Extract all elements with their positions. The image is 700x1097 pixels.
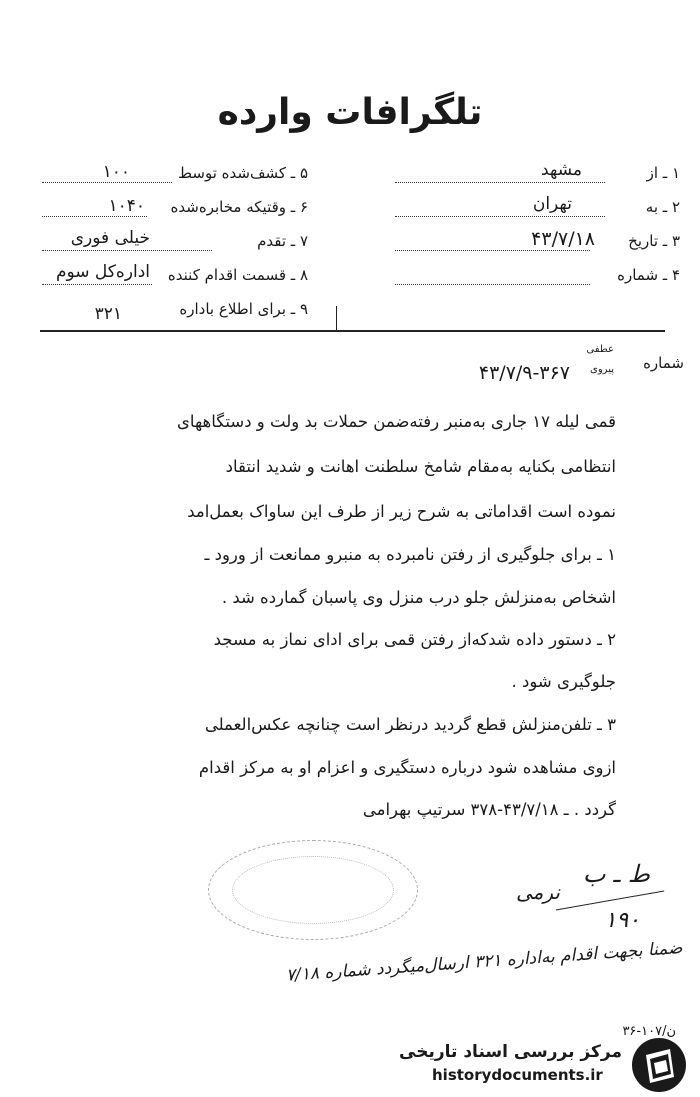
field-from-value: مشهد: [540, 160, 582, 180]
horizontal-rule: [40, 330, 665, 332]
body-line: نموده است اقداماتی به شرح زیر از طرف این ساواک بعمل‌امد: [187, 502, 616, 521]
dotted-line: [395, 216, 605, 217]
body-line: ۱ ـ برای جلوگیری از رفتن نامبرده به منبرو ممانعت از ورود ـ: [204, 545, 616, 564]
field-decoded-by-value: ۱۰۰: [102, 162, 130, 182]
logo-url: historydocuments.ir: [432, 1066, 603, 1084]
body-line: ازوی مشاهده شود درباره دستگیری و اعزام او به مرکز اقدام: [198, 758, 616, 777]
number-label: شماره: [643, 354, 684, 372]
archive-code: ن/۱۰۷-۳۶: [622, 1024, 676, 1039]
dotted-line: [395, 250, 590, 251]
body-line: گردد . ـ ۴۳/۷/۱۸-۳۷۸ سرتیپ بهرامی: [362, 800, 616, 819]
body-line: جلوگیری شود .: [511, 672, 616, 691]
field-number-label: ۴ ـ شماره: [617, 266, 680, 284]
logo-name: مرکز بررسی اسناد تاریخی: [399, 1042, 622, 1062]
faded-stamp-inner: [232, 856, 394, 924]
field-action-dept-label: ۸ ـ قسمت اقدام کننده: [167, 266, 308, 284]
dotted-line: [42, 250, 212, 251]
field-date-value: ۴۳/۷/۱۸: [531, 228, 595, 250]
body-line: انتظامی بکنایه به‌مقام شامخ سلطنت اهانت و شدید انتقاد: [225, 457, 616, 476]
field-to-label: ۲ ـ به: [645, 198, 680, 216]
field-info-value: ۳۲۱: [94, 304, 122, 324]
number-annotation-bottom: پیروی: [590, 364, 614, 375]
field-priority-label: ۷ ـ تقدم: [257, 232, 308, 250]
field-transmitted-value: ۱۰۴۰: [108, 196, 145, 216]
archive-logo-icon: [630, 1036, 688, 1094]
handwritten-code: ط ـ ب: [582, 860, 650, 888]
handwritten-initials: نرمی: [516, 880, 560, 904]
number-annotation-top: عطفی: [586, 344, 614, 355]
handwritten-note: ضمنا بجهت اقدام به‌اداره ۳۲۱ ارسال‌میگردد شماره ۷/۱۸: [284, 938, 683, 986]
dotted-line: [395, 182, 605, 183]
body-line: ۲ ـ دستور داده شدکه‌از رفتن قمی برای ادای نماز به مسجد: [213, 630, 616, 649]
body-line: ۳ ـ تلفن‌منزلش قطع گردید درنظر است چنانچه عکس‌العملی: [204, 715, 616, 734]
field-action-dept-value: اداره‌کل سوم: [55, 262, 150, 282]
field-info-label: ۹ ـ برای اطلاع باداره: [179, 300, 308, 318]
body-line: اشخاص به‌منزلش جلو درب منزل وی پاسبان گمارده شد .: [221, 588, 616, 607]
dotted-line: [42, 216, 147, 217]
dotted-line: [42, 284, 152, 285]
dotted-line: [395, 284, 590, 285]
field-from-label: ۱ ـ از: [646, 164, 680, 182]
field-date-label: ۳ ـ تاریخ: [628, 232, 680, 250]
body-line: قمی لیله ۱۷ جاری به‌منبر رفته‌ضمن حملات بد ولت و دستگاههای: [177, 412, 616, 431]
field-to-value: تهران: [532, 194, 572, 214]
field-decoded-by-label: ۵ ـ کشف‌شده توسط: [178, 164, 308, 182]
field-priority-value: خیلی فوری: [70, 228, 150, 248]
number-value: ۴۳/۷/۹-۳۶۷: [478, 362, 570, 384]
field-transmitted-label: ۶ ـ وقتیکه مخابره‌شده: [170, 198, 308, 216]
handwritten-number: ۱۹۰: [604, 908, 640, 933]
dotted-line: [42, 182, 172, 183]
page-title: تلگرافات وارده: [217, 92, 483, 133]
header-divider: [336, 306, 337, 330]
